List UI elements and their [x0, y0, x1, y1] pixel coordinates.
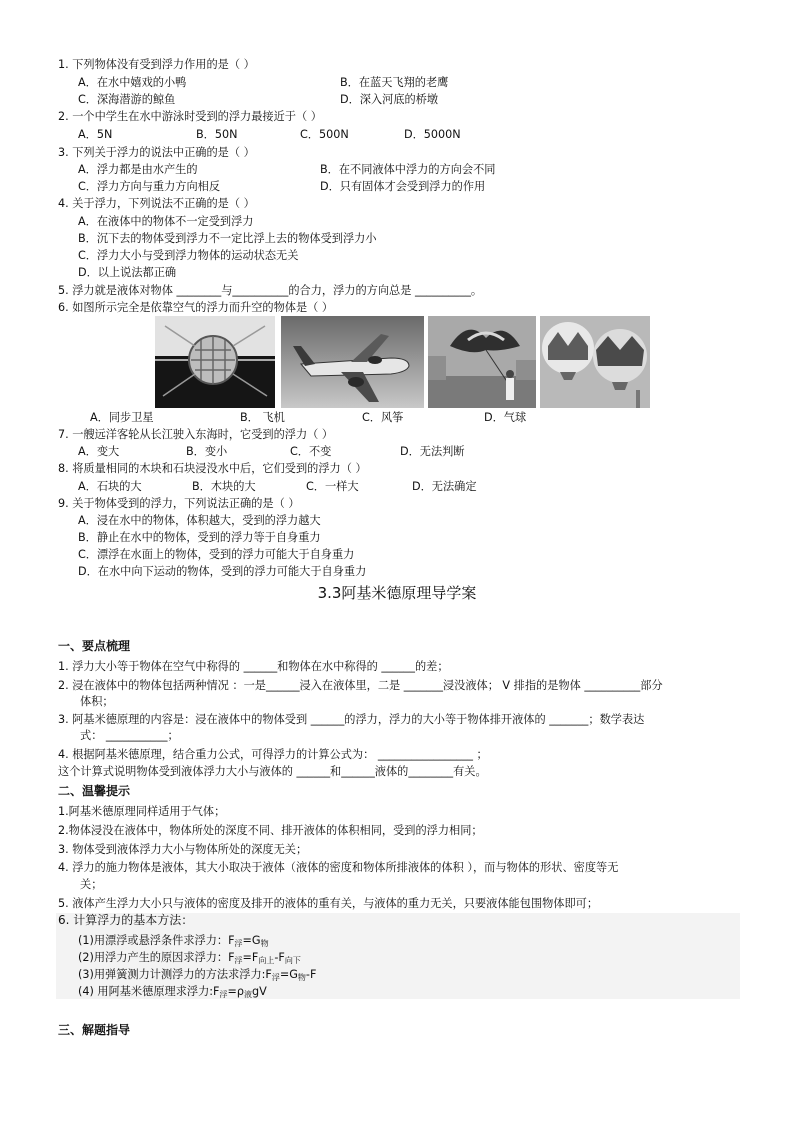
- q4-option-d: D．以上说法都正确: [78, 266, 177, 279]
- q6-option-b: B． 飞机: [240, 411, 285, 424]
- section1-line-5: 这个计算式说明物体受到液体浮力大小与液体的 ______和______液体的________有关。: [58, 765, 487, 778]
- q8-option-a: A．石块的大: [78, 480, 142, 493]
- airplane-image: [281, 316, 424, 408]
- q1-option-b: B．在蓝天飞翔的老鹰: [340, 76, 449, 89]
- q9-stem: 9. 关于物体受到的浮力，下列说法正确的是（ ）: [58, 497, 300, 510]
- q3-stem: 3. 下列关于浮力的说法中正确的是（ ）: [58, 146, 255, 159]
- section2-heading: 二、温馨提示: [58, 784, 131, 798]
- q3-option-b: B．在不同液体中浮力的方向会不同: [320, 163, 496, 176]
- section1-line-3-cont: 式： ___________；: [80, 729, 179, 742]
- q8-option-c: C．一样大: [306, 480, 359, 493]
- q7-option-c: C．不变: [290, 445, 332, 458]
- page-title: 3.3阿基米德原理导学案: [317, 584, 477, 602]
- q5-stem: 5. 浮力就是液体对物体 ________与__________的合力，浮力的方向总是 __________。: [58, 284, 483, 297]
- q8-stem: 8. 将质量相同的木块和石块浸没水中后，它们受到的浮力（ ）: [58, 462, 367, 475]
- kite-image: [428, 316, 536, 408]
- section2-line-6: 6. 计算浮力的基本方法：: [58, 913, 194, 927]
- q1-option-d: D．深入河底的桥墩: [340, 93, 439, 106]
- section2-line-4: 4. 浮力的施力物体是液体，其大小取决于液体（液体的密度和物体所排液体的体积 ），而与物体的形状、密度等无: [58, 861, 619, 874]
- section1-line-2: 2. 浸在液体中的物体包括两种情况 ：一是______浸入在液体里，二是 _______浸没液体； V 排指的是物体 __________部分: [58, 679, 663, 692]
- q9-option-a: A．浸在水中的物体，体积越大，受到的浮力越大: [78, 514, 321, 527]
- q8-option-b: B．木块的大: [192, 480, 256, 493]
- q7-option-b: B．变小: [186, 445, 228, 458]
- method-4: (4) 用阿基米德原理求浮力$:F_浮=\rho_液gV$: [78, 985, 267, 999]
- q3-option-d: D．只有固体才会受到浮力的作用: [320, 180, 486, 193]
- section2-line-5: 5. 液体产生浮力大小只与液体的密度及排开的液体的重有关，与液体的重力无关，只要液体能包围物体即可；: [58, 897, 599, 910]
- method-1: (1)用漂浮或悬浮条件求浮力：$F_浮=G_物$: [78, 934, 269, 948]
- q6-option-d: D．气球: [484, 411, 527, 424]
- q1-stem: 1. 下列物体没有受到浮力作用的是（ ）: [58, 58, 255, 71]
- method-3: (3)用弹簧测力计测浮力的方法求浮力$:F_浮=G_物-F$: [78, 968, 317, 982]
- q2-option-c: C．500N: [300, 128, 349, 141]
- q3-option-c: C．浮力方向与重力方向相反: [78, 180, 221, 193]
- q8-option-d: D．无法确定: [412, 480, 477, 493]
- q2-stem: 2. 一个中学生在水中游泳时受到的浮力最接近于（ ）: [58, 110, 322, 123]
- section2-line-1: 1.阿基米德原理同样适用于气体；: [58, 805, 226, 818]
- section1-line-3: 3. 阿基米德原理的内容是：浸在液体中的物体受到 ______的浮力，浮力的大小等于物体排开液体的 _______；数学表达: [58, 713, 645, 726]
- satellite-image: [155, 316, 275, 408]
- q6-option-a: A．同步卫星: [90, 411, 154, 424]
- section2-line-4-cont: 关；: [80, 878, 103, 891]
- q4-stem: 4. 关于浮力，下列说法不正确的是（ ）: [58, 197, 255, 210]
- q9-option-d: D．在水中向下运动的物体，受到的浮力可能大于自身重力: [78, 565, 367, 578]
- method-2: (2)用浮力产生的原因求浮力：$F_浮=F_{向上}-F_{向下}$: [78, 951, 301, 965]
- q2-option-b: B．50N: [196, 128, 238, 141]
- q2-option-d: D．5000N: [404, 128, 461, 141]
- q9-option-b: B．静止在水中的物体，受到的浮力等于自身重力: [78, 531, 321, 544]
- section2-line-2: 2.物体浸没在液体中，物体所处的深度不同、排开液体的体积相同，受到的浮力相同；: [58, 824, 483, 837]
- q4-option-b: B．沉下去的物体受到浮力不一定比浮上去的物体受到浮力小: [78, 232, 377, 245]
- section1-heading: 一、要点梳理: [58, 639, 131, 653]
- q6-option-c: C．风筝: [362, 411, 404, 424]
- balloon-image: [540, 316, 650, 408]
- q4-option-c: C．浮力大小与受到浮力物体的运动状态无关: [78, 249, 299, 262]
- section3-heading: 三、解题指导: [58, 1023, 131, 1037]
- section1-line-1: 1. 浮力大小等于物体在空气中称得的 ______和物体在水中称得的 ______的差；: [58, 660, 449, 673]
- q4-option-a: A．在液体中的物体不一定受到浮力: [78, 215, 254, 228]
- q1-option-a: A．在水中嬉戏的小鸭: [78, 76, 187, 89]
- section1-line-4: 4. 根据阿基米德原理，结合重力公式，可得浮力的计算公式为： _________________ ；: [58, 748, 488, 761]
- q1-option-c: C．深海潜游的鲸鱼: [78, 93, 176, 106]
- section1-line-2-cont: 体积；: [80, 695, 114, 708]
- q7-stem: 7. 一艘远洋客轮从长江驶入东海时，它受到的浮力（ ）: [58, 428, 334, 441]
- q6-stem: 6. 如图所示完全是依靠空气的浮力而升空的物体是（ ）: [58, 301, 334, 314]
- q7-option-d: D．无法判断: [400, 445, 465, 458]
- q3-option-a: A．浮力都是由水产生的: [78, 163, 198, 176]
- q7-option-a: A．变大: [78, 445, 120, 458]
- q9-option-c: C．漂浮在水面上的物体，受到的浮力可能大于自身重力: [78, 548, 355, 561]
- q2-option-a: A．5N: [78, 128, 113, 141]
- section2-line-3: 3. 物体受到液体浮力大小与物体所处的深度无关；: [58, 843, 308, 856]
